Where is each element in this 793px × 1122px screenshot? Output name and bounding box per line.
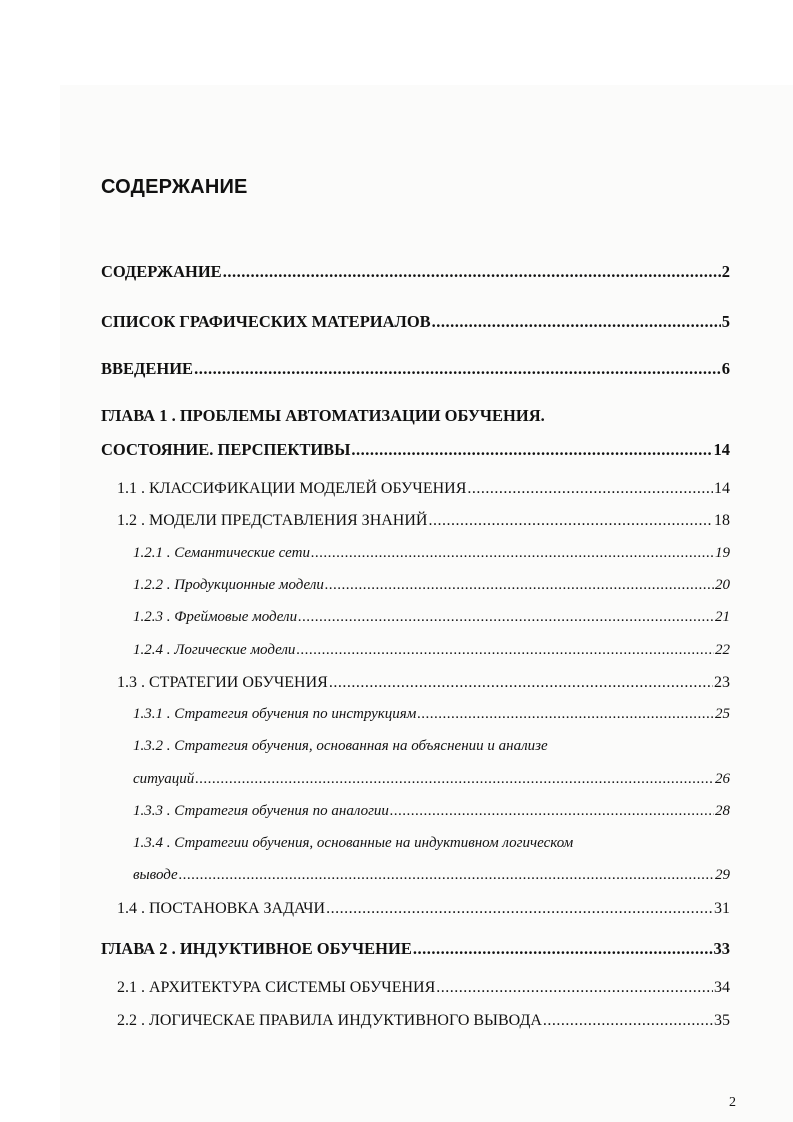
toc-entry-label: 2.2 . ЛОГИЧЕСКАЕ ПРАВИЛА ИНДУКТИВНОГО ВЫВОДА	[117, 1012, 542, 1029]
dot-leader	[195, 771, 714, 788]
toc-entry-label: 1.2.2 . Продукционные модели	[133, 577, 324, 593]
toc-entry-label: 1.2.1 . Семантические сети	[133, 545, 310, 561]
toc-entry-1-1[interactable]	[117, 480, 730, 498]
toc-entry-label: 1.3.3 . Стратегия обучения по аналогии	[133, 803, 389, 819]
toc-entry-2-1[interactable]	[117, 979, 730, 997]
dot-leader	[329, 674, 713, 692]
toc-entry-page: 31	[714, 900, 730, 917]
toc-entry-introduction[interactable]	[101, 359, 730, 379]
toc-entry-label: СОДЕРЖАНИЕ	[101, 262, 222, 281]
toc-entry-page: 2	[721, 262, 730, 281]
toc-entry-page: 29	[715, 867, 730, 883]
toc-entry-1-2-4[interactable]	[133, 642, 730, 659]
toc-entry-1-4[interactable]	[117, 900, 730, 918]
toc-entry-page: 33	[713, 939, 730, 958]
dot-leader	[311, 545, 714, 562]
toc-entry-page: 28	[715, 803, 730, 819]
toc-entry-label: 2.1 . АРХИТЕКТУРА СИСТЕМЫ ОБУЧЕНИЯ	[117, 979, 436, 996]
dot-leader	[298, 609, 714, 626]
toc-entry-page: 21	[715, 609, 730, 625]
toc-entry-label: 1.3 . СТРАТЕГИИ ОБУЧЕНИЯ	[117, 674, 328, 691]
toc-entry-page: 25	[715, 706, 730, 722]
toc-entry-1-3-3[interactable]	[133, 803, 730, 820]
toc-entry-label: ВВЕДЕНИЕ	[101, 359, 194, 378]
toc-entry-1-3-2[interactable]	[133, 771, 730, 788]
toc-entry-2-2[interactable]	[117, 1012, 730, 1030]
toc-entry-label: ГЛАВА 2 . ИНДУКТИВНОЕ ОБУЧЕНИЕ	[101, 939, 412, 958]
dot-leader	[428, 512, 713, 530]
dot-leader	[223, 262, 721, 282]
toc-entry-label: 1.4 . ПОСТАНОВКА ЗАДАЧИ	[117, 900, 326, 917]
toc-entry-page: 35	[714, 1012, 730, 1029]
dot-leader	[543, 1012, 713, 1030]
toc-entry-1-3-4-line1[interactable]: 1.3.4 . Стратегии обучения, основанные на индуктивном логическом	[133, 835, 574, 851]
dot-leader	[326, 900, 713, 918]
toc-entry-1-2-3[interactable]	[133, 609, 730, 626]
toc-entry-page: 22	[715, 642, 730, 658]
toc-entry-page: 14	[713, 440, 730, 459]
toc-entry-label: 1.1 . КЛАССИФИКАЦИИ МОДЕЛЕЙ ОБУЧЕНИЯ	[117, 480, 467, 497]
toc-entry-label: СПИСОК ГРАФИЧЕСКИХ МАТЕРИАЛОВ	[101, 312, 431, 331]
toc-entry-chapter-1-line1[interactable]: ГЛАВА 1 . ПРОБЛЕМЫ АВТОМАТИЗАЦИИ ОБУЧЕНИЯ.	[101, 406, 545, 425]
page-title: СОДЕРЖАНИЕ	[101, 176, 248, 198]
toc-entry-label: выводе	[133, 867, 178, 883]
page-number: 2	[729, 1095, 736, 1110]
toc-entry-chapter-2[interactable]	[101, 939, 730, 959]
toc-entry-1-2-1[interactable]	[133, 545, 730, 562]
toc-entry-1-3-1[interactable]	[133, 706, 730, 723]
toc-entry-contents[interactable]	[101, 262, 730, 282]
toc-entry-1-3[interactable]	[117, 674, 730, 692]
dot-leader	[325, 577, 714, 594]
dot-leader	[351, 440, 712, 460]
toc-entry-label: 1.2.3 . Фреймовые модели	[133, 609, 298, 625]
toc-entry-page: 19	[715, 545, 730, 561]
toc-entry-label: 1.2.4 . Логические модели	[133, 642, 296, 658]
dot-leader	[296, 642, 714, 659]
dot-leader	[413, 939, 713, 959]
dot-leader	[194, 359, 721, 379]
dot-leader	[179, 867, 714, 884]
dot-leader	[436, 979, 713, 997]
toc-entry-page: 5	[721, 312, 730, 331]
toc-entry-label: 1.3.1 . Стратегия обучения по инструкциям	[133, 706, 417, 722]
toc-entry-1-2-2[interactable]	[133, 577, 730, 594]
toc-entry-page: 18	[714, 512, 730, 529]
dot-leader	[417, 706, 714, 723]
toc-entry-label: ситуаций	[133, 771, 195, 787]
toc-entry-1-3-4[interactable]	[133, 867, 730, 884]
toc-entry-page: 26	[715, 771, 730, 787]
toc-entry-1-2[interactable]	[117, 512, 730, 530]
toc-entry-page: 14	[714, 480, 730, 497]
toc-entry-page: 23	[714, 674, 730, 691]
toc-entry-1-3-2-line1[interactable]: 1.3.2 . Стратегия обучения, основанная на объяснении и анализе	[133, 738, 548, 754]
dot-leader	[432, 312, 721, 332]
toc-entry-page: 6	[721, 359, 730, 378]
toc-entry-page: 20	[715, 577, 730, 593]
toc-entry-chapter-1[interactable]	[101, 440, 730, 460]
toc-entry-label: СОСТОЯНИЕ. ПЕРСПЕКТИВЫ	[101, 440, 351, 459]
dot-leader	[467, 480, 713, 498]
toc-entry-label: 1.2 . МОДЕЛИ ПРЕДСТАВЛЕНИЯ ЗНАНИЙ	[117, 512, 428, 529]
toc-entry-page: 34	[714, 979, 730, 996]
toc-entry-graphic-materials[interactable]	[101, 312, 730, 332]
dot-leader	[390, 803, 714, 820]
